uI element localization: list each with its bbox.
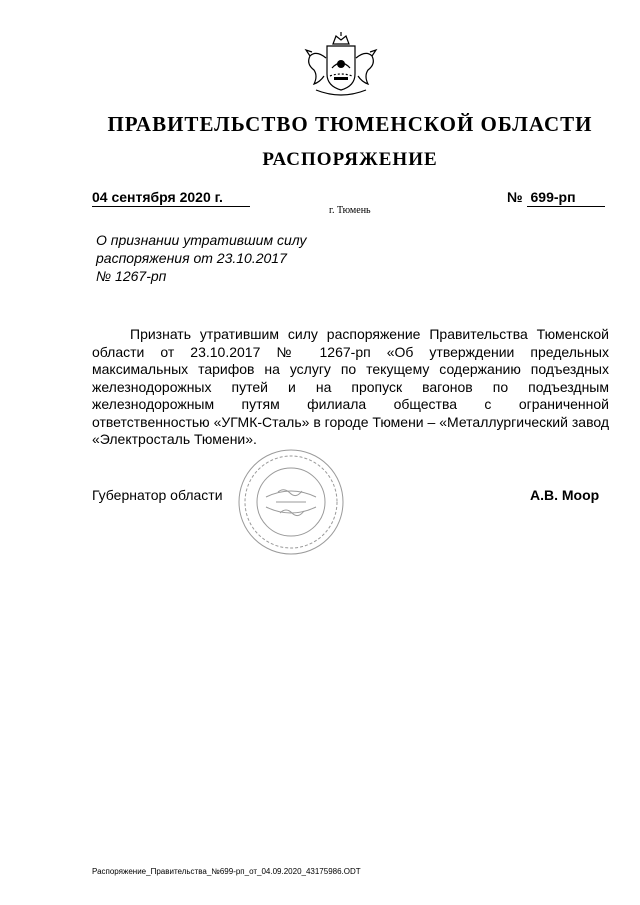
signer-title: Губернатор области	[92, 487, 223, 503]
subject-line: № 1267-рп	[96, 268, 167, 284]
document-type: РАСПОРЯЖЕНИЕ	[262, 149, 438, 170]
document-number	[507, 188, 605, 207]
document-subject	[96, 231, 336, 285]
document-body: Признать утратившим силу распоряжение Правительства Тюменской области от 23.10.2017 № 1267-рп «Об утверждении предельных максимальных тарифов на услугу по текущему содержанию подъездных железнодорожных путей и на пропуск вагонов по подъездным железнодорожным путям филиала общества с ограниченной ответственностью «УГМК-Сталь» в городе Тюмени – «Металлургический завод «Электросталь Тюмени».	[92, 326, 609, 447]
number-label: №	[507, 189, 523, 205]
signer-name: А.В. Моор	[530, 487, 600, 503]
subject-line: распоряжения от 23.10.2017	[96, 250, 287, 266]
city: г. Тюмень	[329, 205, 371, 216]
number-value: 699-рп	[527, 188, 605, 207]
subject-line: О признании утратившим силу	[96, 232, 307, 248]
coat-of-arms-icon	[296, 30, 386, 102]
electronic-signature-stamp-icon	[236, 447, 346, 557]
file-footer: Распоряжение_Правительства_№699-рп_от_04.09.2020_43175986.ODT	[92, 867, 361, 876]
government-title: ПРАВИТЕЛЬСТВО ТЮМЕНСКОЙ ОБЛАСТИ	[107, 112, 593, 136]
document-date: 04 сентября 2020 г.	[92, 188, 250, 207]
